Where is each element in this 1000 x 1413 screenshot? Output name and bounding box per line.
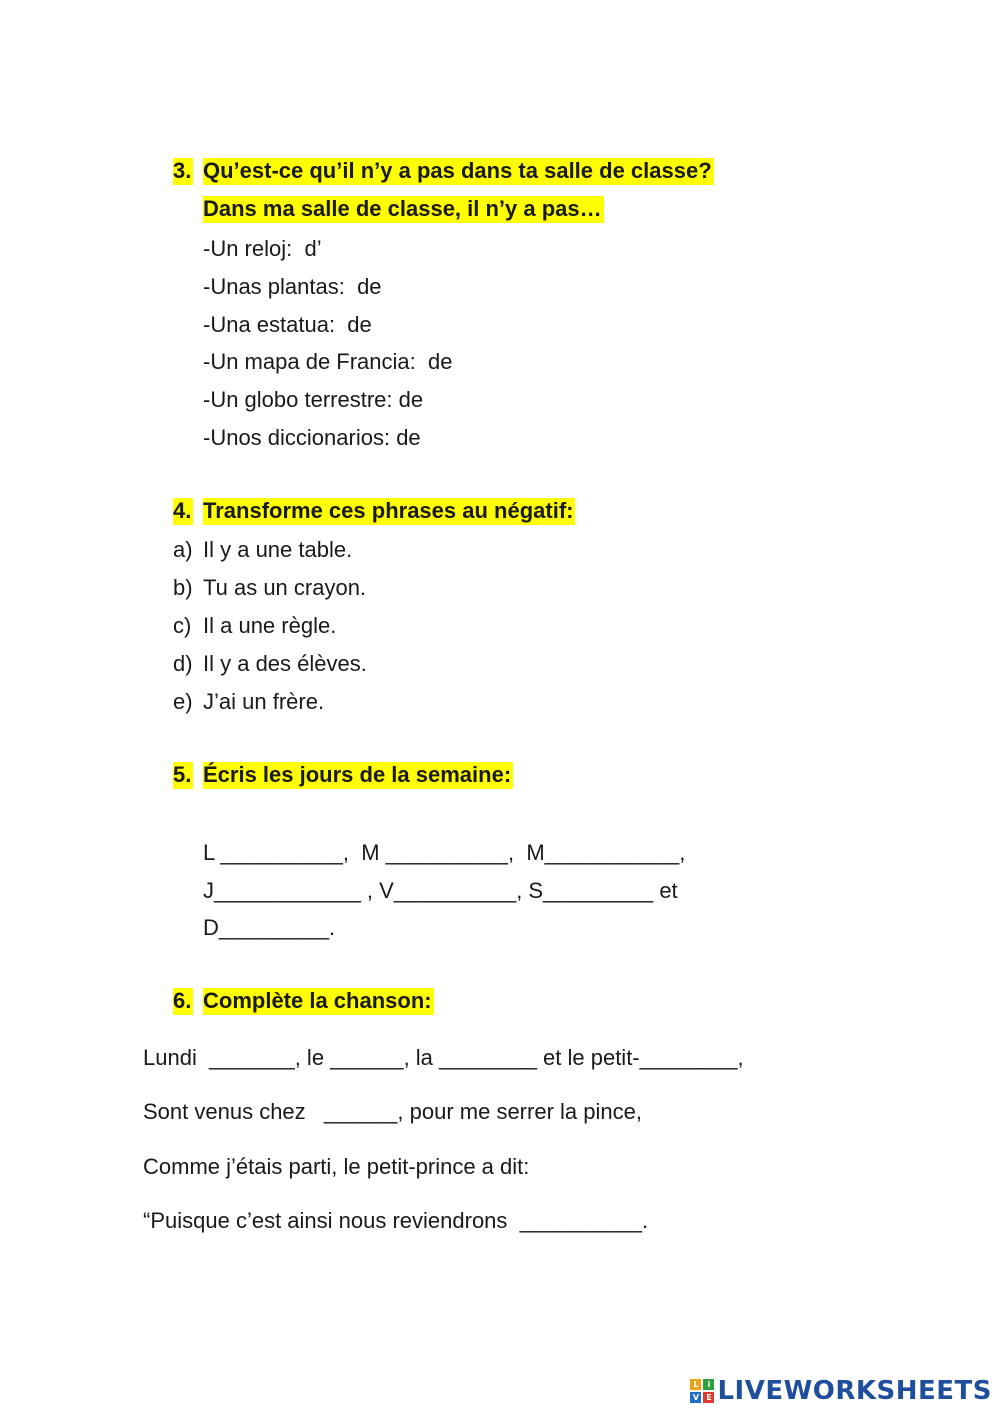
brand-name: LIVEWORKSHEETS <box>717 1376 992 1406</box>
badge-letter-e: E <box>703 1392 714 1403</box>
q4-letter-e: e) <box>173 689 193 714</box>
q4-sentence-e: J’ai un frère. <box>203 689 325 714</box>
badge-letter-l: L <box>690 1379 701 1390</box>
q3-item-globo: -Un globo terrestre: de <box>203 387 424 412</box>
q3-question: Qu’est-ce qu’il n’y a pas dans ta salle de classe? <box>203 158 712 183</box>
liveworksheets-badge-icon <box>690 1379 714 1403</box>
q4-sentence-d: Il y a des élèves. <box>203 651 367 676</box>
q4-letter-a: a) <box>173 537 193 562</box>
q3-item-estatua: -Una estatua: de <box>203 312 372 337</box>
q3-number: 3. <box>173 158 192 183</box>
q6-question: Complète la chanson: <box>203 988 432 1013</box>
q4-sentence-a: Il y a une table. <box>203 537 353 562</box>
q3-item-mapa: -Un mapa de Francia: de <box>203 349 453 374</box>
q3-item-diccionarios: -Unos diccionarios: de <box>203 425 421 450</box>
q6-song-line-2: Sont venus chez ______, pour me serrer la pince, <box>143 1099 642 1124</box>
q4-sentence-b: Tu as un crayon. <box>203 575 367 600</box>
q4-number: 4. <box>173 498 192 523</box>
q4-letter-c: c) <box>173 613 192 638</box>
q5-number: 5. <box>173 762 192 787</box>
q5-days-line-3: D_________. <box>203 915 336 940</box>
q4-question: Transforme ces phrases au négatif: <box>203 498 574 523</box>
badge-letter-v: V <box>690 1392 701 1403</box>
q4-letter-b: b) <box>173 575 193 600</box>
q5-question: Écris les jours de la semaine: <box>203 762 512 787</box>
q5-days-line-1: L __________, M __________, M___________, <box>203 840 686 865</box>
q5-days-line-2: J____________ , V__________, S_________ et <box>203 878 678 903</box>
q6-song-line-3: Comme j’étais parti, le petit-prince a dit: <box>143 1154 530 1179</box>
q4-sentence-c: Il a une règle. <box>203 613 337 638</box>
q3-item-plantas: -Unas plantas: de <box>203 274 382 299</box>
q3-prompt: Dans ma salle de classe, il n’y a pas… <box>203 196 602 221</box>
badge-letter-i: i <box>703 1379 714 1390</box>
q3-item-reloj: -Un reloj: d’ <box>203 236 322 261</box>
liveworksheets-logo[interactable] <box>690 1374 992 1408</box>
q6-song-line-1: Lundi _______, le ______, la ________ et le petit-________, <box>143 1045 744 1070</box>
q6-number: 6. <box>173 988 192 1013</box>
q6-song-line-4: “Puisque c’est ainsi nous reviendrons __________. <box>143 1208 649 1233</box>
q4-letter-d: d) <box>173 651 193 676</box>
